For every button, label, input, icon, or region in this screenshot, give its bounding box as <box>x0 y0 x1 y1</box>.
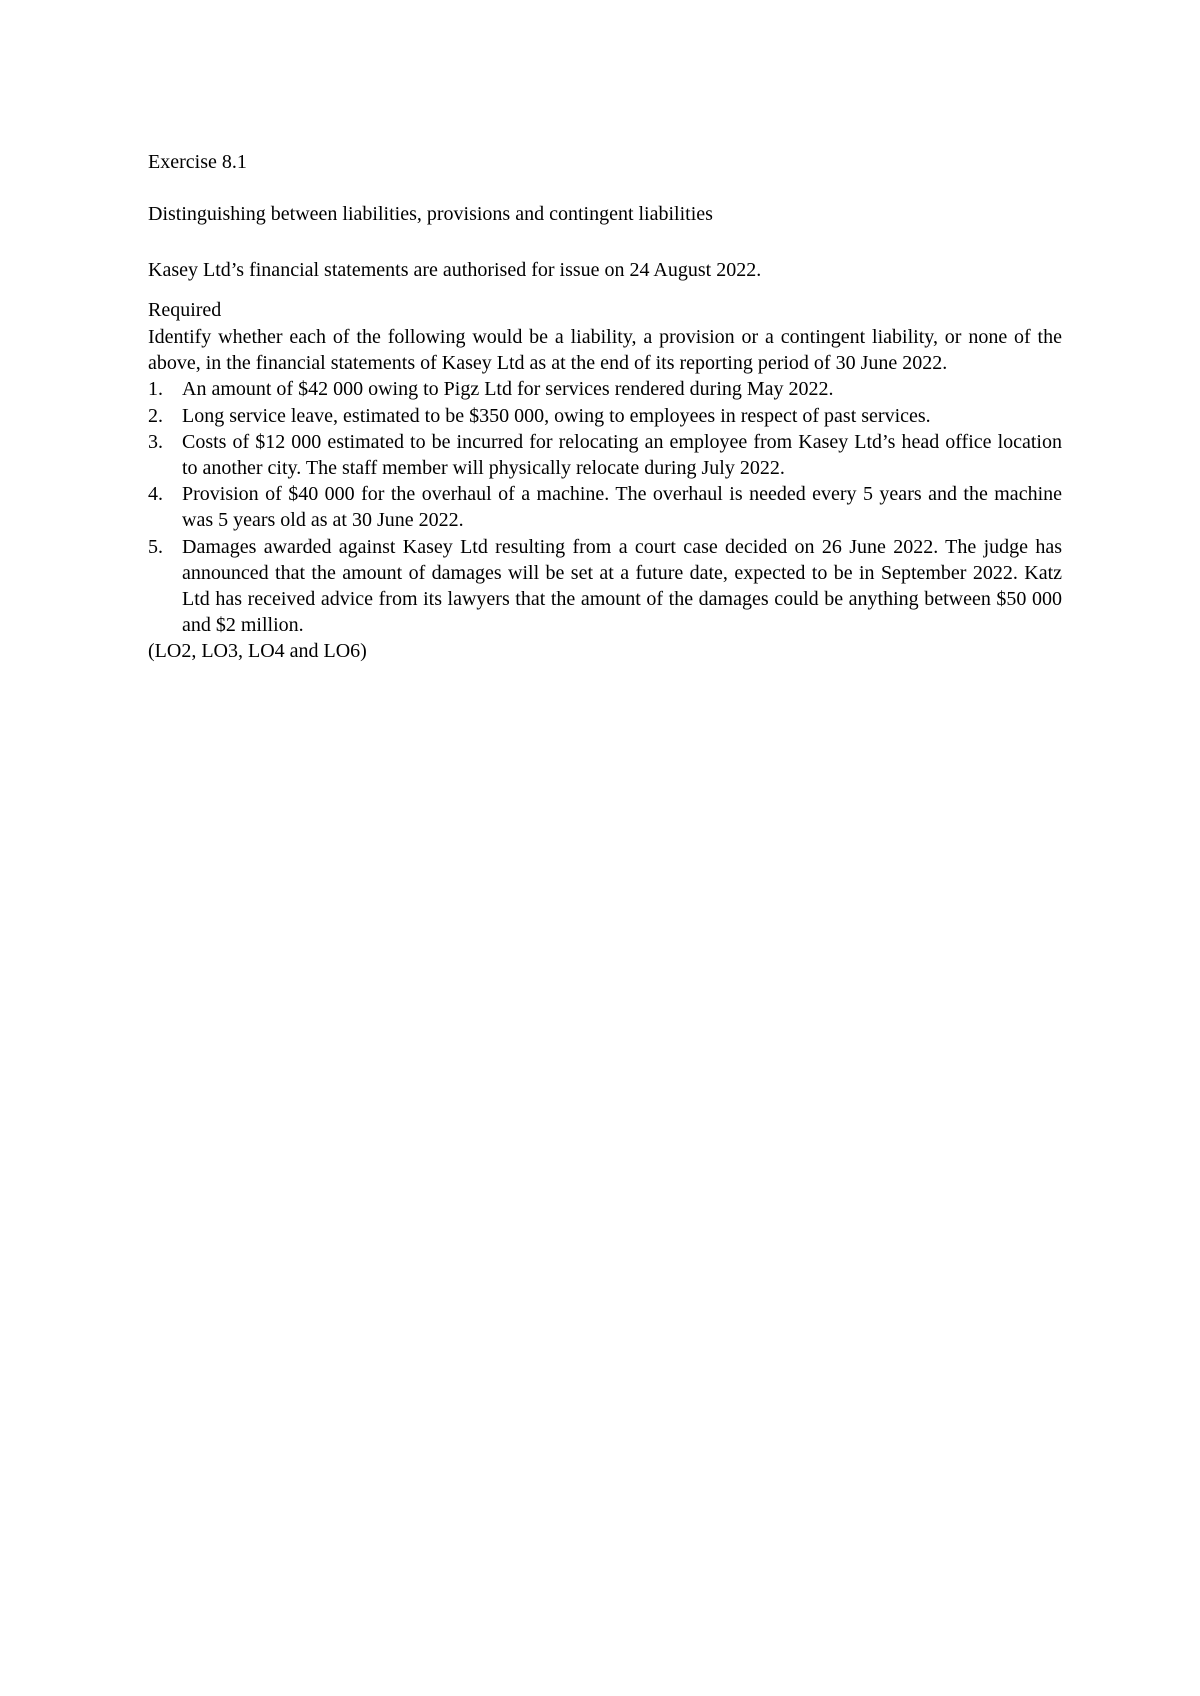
question-item <box>148 481 1062 533</box>
question-list <box>148 376 1062 638</box>
question-item <box>148 403 1062 429</box>
instruction-paragraph: Identify whether each of the following would be a liability, a provision or a contingent liability, or none of the above, in the financial statements of Kasey Ltd as at the end of its reporting period of 30 June 2022. <box>148 326 1062 375</box>
question-text: Damages awarded against Kasey Ltd resulting from a court case decided on 26 June 2022. The judge has announced that the amount of damages will be set at a future date, expected to be in September 2022. Katz Ltd has received advice from its lawyers that the amount of the damages could be anything between $50 000 and $2 million. <box>182 535 1062 637</box>
exercise-title: Exercise 8.1 <box>148 151 247 173</box>
question-number: 2. <box>148 404 163 427</box>
question-item <box>148 534 1062 639</box>
question-text: An amount of $42 000 owing to Pigz Ltd for services rendered during May 2022. <box>182 378 834 401</box>
intro-paragraph: Kasey Ltd’s financial statements are authorised for issue on 24 August 2022. <box>148 259 762 281</box>
question-text: Provision of $40 000 for the overhaul of a machine. The overhaul is needed every 5 years and the machine was 5 years old as at 30 June 2022. <box>182 483 1062 532</box>
question-item <box>148 429 1062 481</box>
required-label: Required <box>148 299 222 321</box>
question-number: 1. <box>148 378 163 401</box>
document-page <box>148 0 1062 1696</box>
topic-heading: Distinguishing between liabilities, provisions and contingent liabilities <box>148 203 713 225</box>
question-item <box>148 376 1062 402</box>
question-number: 5. <box>148 535 163 558</box>
question-text: Costs of $12 000 estimated to be incurred for relocating an employee from Kasey Ltd’s head office location to another city. The staff member will physically relocate during July 2022. <box>182 430 1062 480</box>
learning-outcomes: (LO2, LO3, LO4 and LO6) <box>148 640 367 663</box>
question-text: Long service leave, estimated to be $350 000, owing to employees in respect of past services. <box>182 404 931 427</box>
question-number: 4. <box>148 483 163 506</box>
question-number: 3. <box>148 430 163 453</box>
question-block <box>148 324 1062 665</box>
